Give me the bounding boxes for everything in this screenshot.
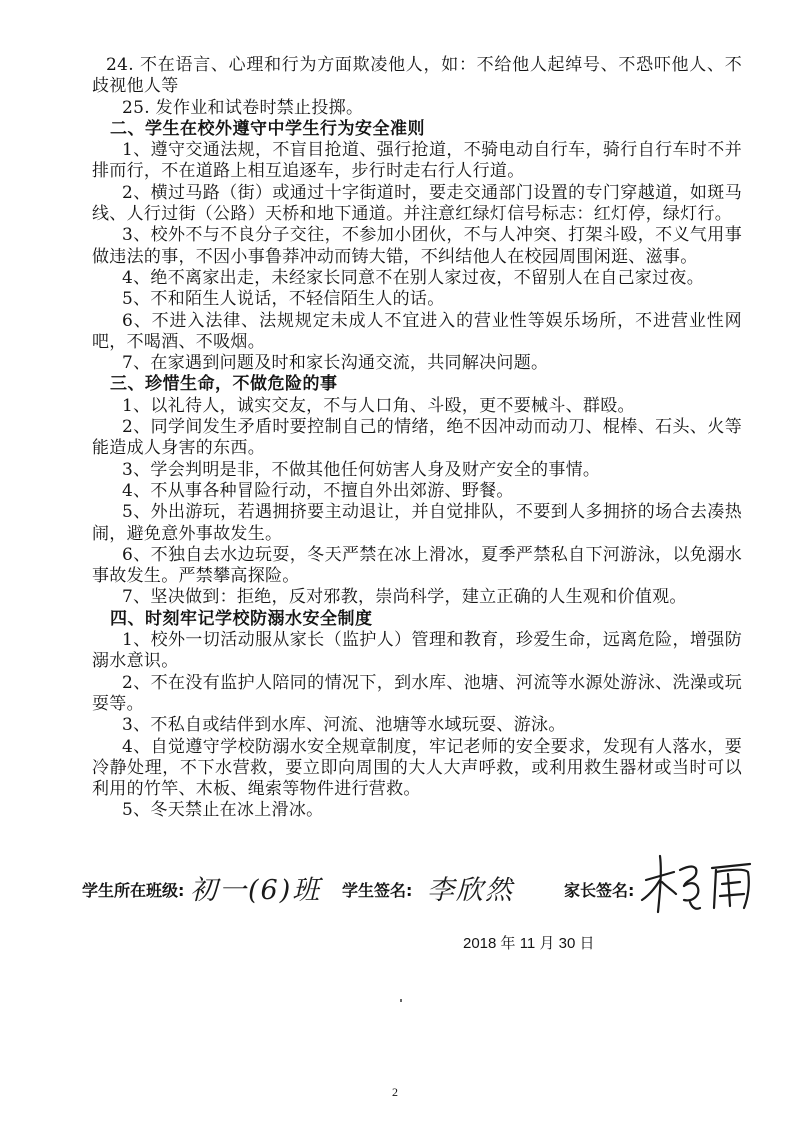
page-number: 2 bbox=[392, 1085, 398, 1099]
parent-signature-label: 家长签名: bbox=[564, 881, 635, 900]
class-label: 学生所在班级: bbox=[82, 881, 185, 900]
rule-item: 7、在家遇到问题及时和家长沟通交流，共同解决问题。 bbox=[122, 353, 549, 374]
parent-signature-mark bbox=[640, 850, 760, 920]
rule-item: 2、横过马路（街）或通过十字街道时，要走交通部门设置的专门穿越道，如斑马线、人行过街（公路）天桥和地下通道。并注意红绿灯信号标志：红灯停，绿灯行。 bbox=[92, 182, 742, 225]
student-signature: 李欣然 bbox=[427, 875, 514, 906]
rule-item: 25. 发作业和试卷时禁止投掷。 bbox=[122, 97, 364, 118]
rule-item: 4、自觉遵守学校防溺水安全规章制度，牢记老师的安全要求，发现有人落水，要冷静处理，不下水营救，要立即向周围的大人大声呼救，或利用救生器材或当时可以利用的竹竿、木板、绳索等物件进行营救。 bbox=[92, 736, 742, 800]
section-heading: 三、珍惜生命，不做危险的事 bbox=[110, 374, 338, 395]
section-heading: 四、时刻牢记学校防溺水安全制度 bbox=[110, 608, 373, 629]
rule-item: 6、不独自去水边玩耍，冬天严禁在冰上滑冰，夏季严禁私自下河游泳，以免溺水事故发生。严禁攀高探险。 bbox=[92, 544, 742, 587]
rule-item: 3、学会判明是非，不做其他任何妨害人身及财产安全的事情。 bbox=[122, 459, 601, 480]
rule-item: 4、不从事各种冒险行动，不擅自外出郊游、野餐。 bbox=[122, 480, 514, 501]
student-signature-label: 学生签名: bbox=[342, 881, 413, 900]
rule-item: 1、以礼待人，诚实交友，不与人口角、斗殴，更不要械斗、群殴。 bbox=[122, 395, 635, 416]
rule-item: 3、校外不与不良分子交往，不参加小团伙，不与人冲突、打架斗殴，不义气用事做违法的事，不因小事鲁莽冲动而铸大错，不纠结他人在校园周围闲逛、滋事。 bbox=[92, 225, 742, 267]
section-heading: 二、学生在校外遵守中学生行为安全准则 bbox=[110, 118, 425, 139]
rule-item: 1、遵守交通法规，不盲目抢道、强行抢道，不骑电动自行车，骑行自行车时不并排而行，不在道路上相互追逐车，步行时走右行人行道。 bbox=[92, 140, 742, 182]
rule-item: 6、不进入法律、法规规定未成人不宜进入的营业性等娱乐场所，不进营业性网吧，不喝酒、不吸烟。 bbox=[92, 310, 742, 352]
document-date: 2018 年 11 月 30 日 bbox=[463, 935, 595, 952]
rule-item: 1、校外一切活动服从家长（监护人）管理和教育，珍爱生命，远离危险，增强防溺水意识。 bbox=[92, 630, 742, 672]
rule-item: 2、同学间发生矛盾时要控制自己的情绪，绝不因冲动而动刀、棍棒、石头、火等能造成人身害的东西。 bbox=[92, 417, 742, 459]
rule-item: 5、冬天禁止在冰上滑冰。 bbox=[122, 800, 324, 821]
rule-item: 7、坚决做到：拒绝，反对邪教，崇尚科学，建立正确的人生观和价值观。 bbox=[122, 587, 687, 608]
rules-body bbox=[92, 55, 742, 822]
scan-speck bbox=[400, 999, 402, 1002]
signature-row bbox=[82, 868, 762, 916]
class-handwritten: 初一(6)班 bbox=[190, 875, 322, 906]
rule-item: 5、不和陌生人说话，不轻信陌生人的话。 bbox=[122, 289, 445, 310]
rule-item: 4、绝不离家出走，未经家长同意不在别人家过夜，不留别人在自己家过夜。 bbox=[122, 267, 705, 288]
rule-item: 5、外出游玩，若遇拥挤要主动退让，并自觉排队，不要到人多拥挤的场合去凑热闹，避免意外事故发生。 bbox=[92, 502, 742, 544]
rule-item: 3、不私自或结伴到水库、河流、池塘等水域玩耍、游泳。 bbox=[122, 715, 566, 736]
rule-item: 2、不在没有监护人陪同的情况下，到水库、池塘、河流等水源处游泳、洗澡或玩耍等。 bbox=[92, 672, 742, 714]
rule-item: 24. 不在语言、心理和行为方面欺凌他人，如：不给他人起绰号、不恐吓他人、不歧视他人等 bbox=[92, 55, 742, 97]
